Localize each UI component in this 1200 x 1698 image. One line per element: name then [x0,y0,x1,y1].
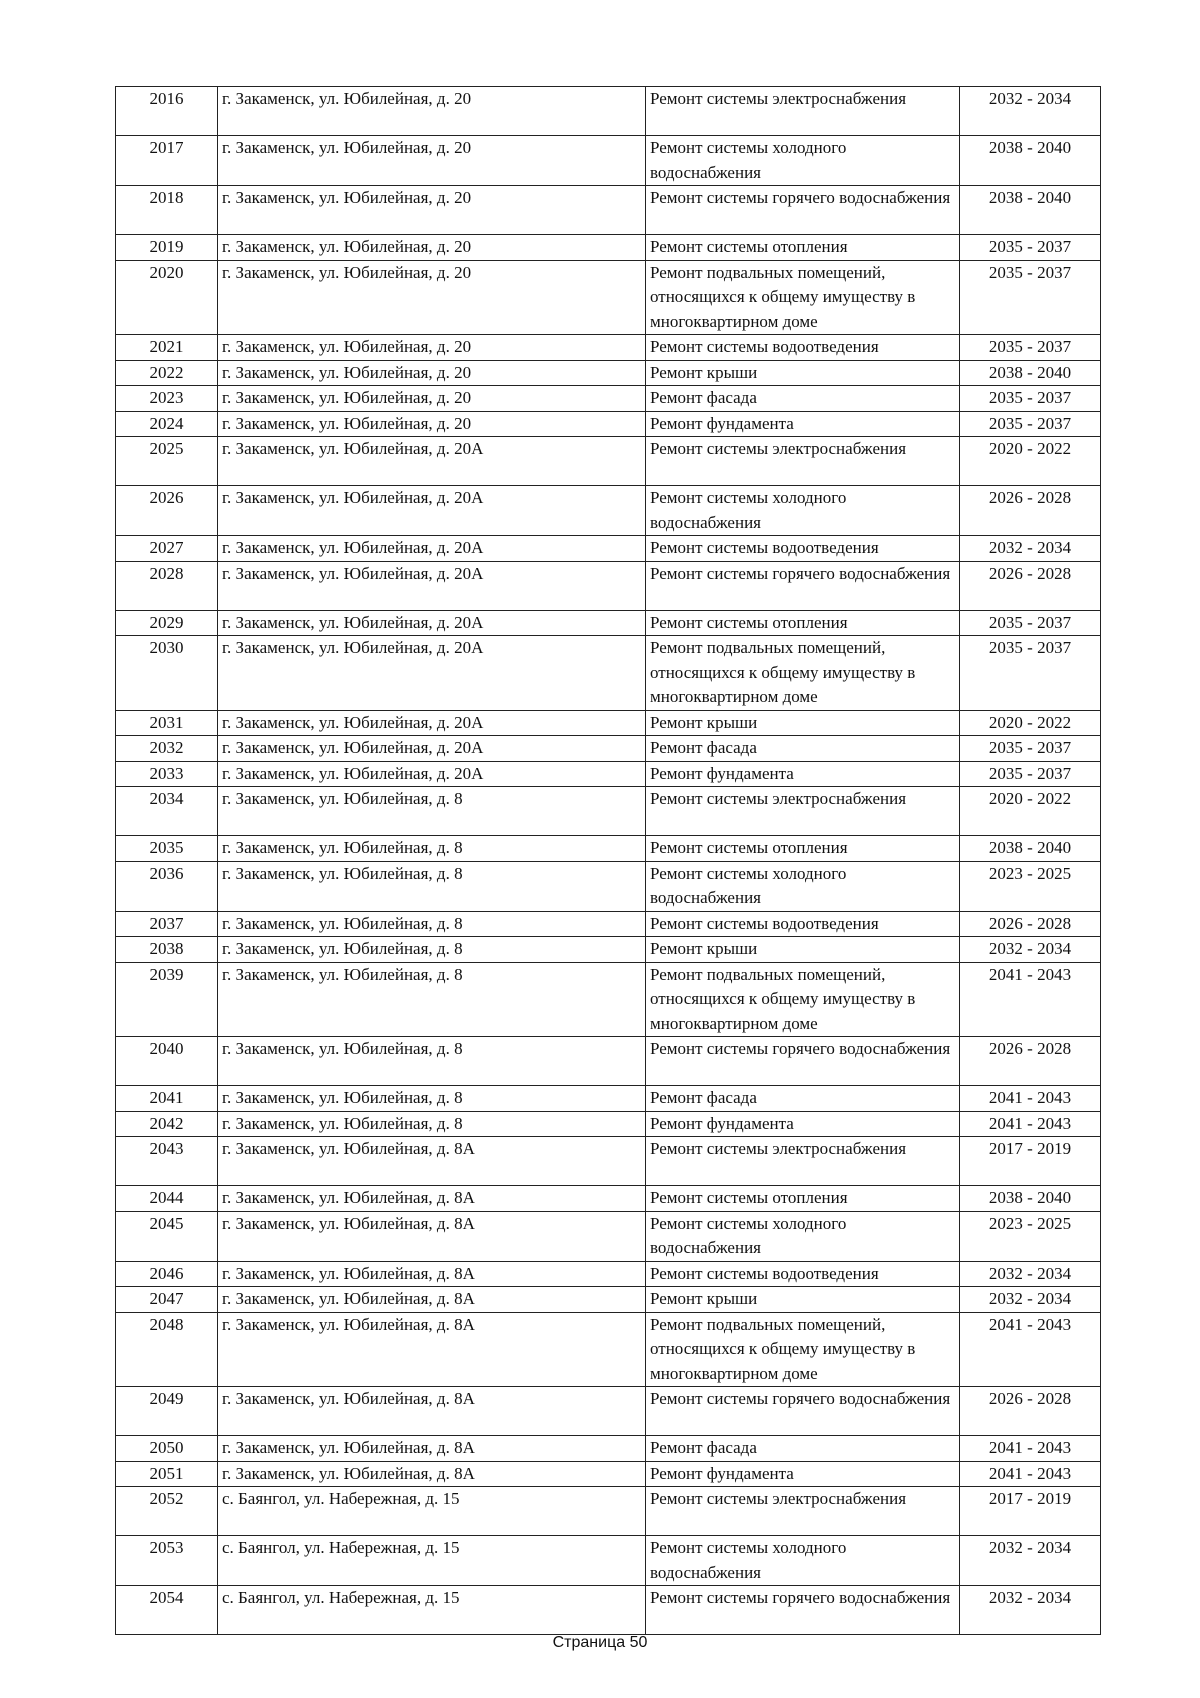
row-number-cell: 2039 [116,962,218,1037]
work-type-cell: Ремонт системы электроснабжения [646,1137,960,1186]
period-cell: 2026 - 2028 [960,1037,1101,1086]
work-type-cell: Ремонт системы водоотведения [646,536,960,562]
table-row [116,1312,1101,1387]
address-cell: г. Закаменск, ул. Юбилейная, д. 20 [218,136,646,186]
work-type-cell: Ремонт системы холодного водоснабжения [646,1211,960,1261]
period-cell: 2035 - 2037 [960,636,1101,711]
period-cell: 2020 - 2022 [960,710,1101,736]
table-row [116,1387,1101,1436]
work-type-cell: Ремонт системы горячего водоснабжения [646,1037,960,1086]
row-number-cell: 2052 [116,1487,218,1536]
period-cell: 2041 - 2043 [960,1111,1101,1137]
period-cell: 2026 - 2028 [960,486,1101,536]
work-type-cell: Ремонт крыши [646,360,960,386]
work-type-cell: Ремонт системы холодного водоснабжения [646,136,960,186]
row-number-cell: 2033 [116,761,218,787]
address-cell: г. Закаменск, ул. Юбилейная, д. 20А [218,610,646,636]
table-row [116,736,1101,762]
address-cell: г. Закаменск, ул. Юбилейная, д. 20 [218,411,646,437]
table-row [116,260,1101,335]
address-cell: г. Закаменск, ул. Юбилейная, д. 8А [218,1186,646,1212]
row-number-cell: 2046 [116,1261,218,1287]
period-cell: 2023 - 2025 [960,861,1101,911]
period-cell: 2041 - 2043 [960,1436,1101,1462]
address-cell: г. Закаменск, ул. Юбилейная, д. 8А [218,1461,646,1487]
work-type-cell: Ремонт фасада [646,386,960,412]
row-number-cell: 2022 [116,360,218,386]
address-cell: г. Закаменск, ул. Юбилейная, д. 8 [218,1037,646,1086]
row-number-cell: 2023 [116,386,218,412]
work-type-cell: Ремонт фасада [646,1086,960,1112]
row-number-cell: 2029 [116,610,218,636]
work-type-cell: Ремонт системы горячего водоснабжения [646,186,960,235]
table-row [116,1211,1101,1261]
table-row [116,836,1101,862]
period-cell: 2038 - 2040 [960,186,1101,235]
address-cell: г. Закаменск, ул. Юбилейная, д. 8 [218,1086,646,1112]
period-cell: 2032 - 2034 [960,1586,1101,1635]
table-row [116,861,1101,911]
address-cell: г. Закаменск, ул. Юбилейная, д. 20А [218,736,646,762]
work-type-cell: Ремонт фасада [646,1436,960,1462]
table-row [116,186,1101,235]
table-row [116,787,1101,836]
row-number-cell: 2051 [116,1461,218,1487]
table-row [116,911,1101,937]
table-row [116,1586,1101,1635]
table-row [116,235,1101,261]
period-cell: 2026 - 2028 [960,1387,1101,1436]
row-number-cell: 2045 [116,1211,218,1261]
address-cell: г. Закаменск, ул. Юбилейная, д. 8А [218,1261,646,1287]
row-number-cell: 2044 [116,1186,218,1212]
work-type-cell: Ремонт системы водоотведения [646,335,960,361]
period-cell: 2041 - 2043 [960,1461,1101,1487]
table-row [116,136,1101,186]
address-cell: г. Закаменск, ул. Юбилейная, д. 20 [218,260,646,335]
work-type-cell: Ремонт подвальных помещений, относящихся к общему имуществу в многоквартирном доме [646,962,960,1037]
work-type-cell: Ремонт системы отопления [646,836,960,862]
row-number-cell: 2035 [116,836,218,862]
period-cell: 2035 - 2037 [960,386,1101,412]
address-cell: г. Закаменск, ул. Юбилейная, д. 8А [218,1387,646,1436]
work-type-cell: Ремонт фундамента [646,1111,960,1137]
row-number-cell: 2036 [116,861,218,911]
work-type-cell: Ремонт фасада [646,736,960,762]
period-cell: 2038 - 2040 [960,836,1101,862]
row-number-cell: 2043 [116,1137,218,1186]
table-row [116,536,1101,562]
work-type-cell: Ремонт крыши [646,1287,960,1313]
period-cell: 2017 - 2019 [960,1137,1101,1186]
address-cell: г. Закаменск, ул. Юбилейная, д. 20А [218,761,646,787]
work-type-cell: Ремонт системы холодного водоснабжения [646,1536,960,1586]
row-number-cell: 2016 [116,87,218,136]
work-type-cell: Ремонт подвальных помещений, относящихся к общему имуществу в многоквартирном доме [646,1312,960,1387]
row-number-cell: 2019 [116,235,218,261]
work-type-cell: Ремонт подвальных помещений, относящихся к общему имуществу в многоквартирном доме [646,636,960,711]
row-number-cell: 2054 [116,1586,218,1635]
table-row [116,1261,1101,1287]
table-row [116,1487,1101,1536]
work-type-cell: Ремонт системы электроснабжения [646,87,960,136]
address-cell: г. Закаменск, ул. Юбилейная, д. 8А [218,1287,646,1313]
table-row [116,937,1101,963]
table-row [116,761,1101,787]
row-number-cell: 2020 [116,260,218,335]
row-number-cell: 2032 [116,736,218,762]
page-number: Страница 50 [552,1634,648,1651]
work-type-cell: Ремонт системы отопления [646,235,960,261]
table-row [116,636,1101,711]
row-number-cell: 2030 [116,636,218,711]
period-cell: 2032 - 2034 [960,87,1101,136]
address-cell: г. Закаменск, ул. Юбилейная, д. 8 [218,962,646,1037]
table-row [116,962,1101,1037]
address-cell: г. Закаменск, ул. Юбилейная, д. 20А [218,486,646,536]
period-cell: 2035 - 2037 [960,761,1101,787]
table-row [116,1536,1101,1586]
row-number-cell: 2053 [116,1536,218,1586]
work-type-cell: Ремонт системы отопления [646,1186,960,1212]
table-row [116,1461,1101,1487]
period-cell: 2035 - 2037 [960,235,1101,261]
period-cell: 2017 - 2019 [960,1487,1101,1536]
address-cell: г. Закаменск, ул. Юбилейная, д. 8 [218,1111,646,1137]
row-number-cell: 2048 [116,1312,218,1387]
row-number-cell: 2037 [116,911,218,937]
table-row [116,411,1101,437]
row-number-cell: 2024 [116,411,218,437]
work-type-cell: Ремонт крыши [646,937,960,963]
address-cell: г. Закаменск, ул. Юбилейная, д. 20А [218,710,646,736]
row-number-cell: 2018 [116,186,218,235]
address-cell: с. Баянгол, ул. Набережная, д. 15 [218,1586,646,1635]
period-cell: 2032 - 2034 [960,1287,1101,1313]
address-cell: г. Закаменск, ул. Юбилейная, д. 20 [218,87,646,136]
row-number-cell: 2025 [116,437,218,486]
period-cell: 2041 - 2043 [960,1312,1101,1387]
table-row [116,1086,1101,1112]
table-row [116,1037,1101,1086]
row-number-cell: 2028 [116,561,218,610]
address-cell: г. Закаменск, ул. Юбилейная, д. 20А [218,536,646,562]
row-number-cell: 2050 [116,1436,218,1462]
table-row [116,87,1101,136]
repair-schedule-table [115,86,1101,1635]
work-type-cell: Ремонт фундамента [646,761,960,787]
period-cell: 2032 - 2034 [960,1261,1101,1287]
period-cell: 2038 - 2040 [960,360,1101,386]
work-type-cell: Ремонт системы горячего водоснабжения [646,1387,960,1436]
address-cell: г. Закаменск, ул. Юбилейная, д. 8 [218,861,646,911]
row-number-cell: 2026 [116,486,218,536]
table-row [116,335,1101,361]
address-cell: г. Закаменск, ул. Юбилейная, д. 8 [218,911,646,937]
address-cell: г. Закаменск, ул. Юбилейная, д. 20 [218,360,646,386]
address-cell: г. Закаменск, ул. Юбилейная, д. 8 [218,937,646,963]
period-cell: 2035 - 2037 [960,736,1101,762]
address-cell: г. Закаменск, ул. Юбилейная, д. 8А [218,1436,646,1462]
table-row [116,437,1101,486]
period-cell: 2041 - 2043 [960,1086,1101,1112]
row-number-cell: 2017 [116,136,218,186]
work-type-cell: Ремонт фундамента [646,1461,960,1487]
table-row [116,486,1101,536]
period-cell: 2038 - 2040 [960,1186,1101,1212]
period-cell: 2041 - 2043 [960,962,1101,1037]
row-number-cell: 2047 [116,1287,218,1313]
period-cell: 2020 - 2022 [960,437,1101,486]
table-row [116,360,1101,386]
table-row [116,1186,1101,1212]
period-cell: 2035 - 2037 [960,610,1101,636]
period-cell: 2035 - 2037 [960,411,1101,437]
period-cell: 2020 - 2022 [960,787,1101,836]
row-number-cell: 2042 [116,1111,218,1137]
period-cell: 2038 - 2040 [960,136,1101,186]
work-type-cell: Ремонт системы водоотведения [646,1261,960,1287]
address-cell: с. Баянгол, ул. Набережная, д. 15 [218,1487,646,1536]
address-cell: с. Баянгол, ул. Набережная, д. 15 [218,1536,646,1586]
address-cell: г. Закаменск, ул. Юбилейная, д. 20А [218,636,646,711]
address-cell: г. Закаменск, ул. Юбилейная, д. 20А [218,561,646,610]
address-cell: г. Закаменск, ул. Юбилейная, д. 20 [218,186,646,235]
work-type-cell: Ремонт системы отопления [646,610,960,636]
period-cell: 2032 - 2034 [960,536,1101,562]
address-cell: г. Закаменск, ул. Юбилейная, д. 8А [218,1137,646,1186]
address-cell: г. Закаменск, ул. Юбилейная, д. 8А [218,1211,646,1261]
address-cell: г. Закаменск, ул. Юбилейная, д. 20А [218,437,646,486]
address-cell: г. Закаменск, ул. Юбилейная, д. 8 [218,787,646,836]
address-cell: г. Закаменск, ул. Юбилейная, д. 8А [218,1312,646,1387]
table-row [116,1287,1101,1313]
table-row [116,1111,1101,1137]
row-number-cell: 2031 [116,710,218,736]
row-number-cell: 2049 [116,1387,218,1436]
period-cell: 2032 - 2034 [960,937,1101,963]
table-row [116,1436,1101,1462]
period-cell: 2023 - 2025 [960,1211,1101,1261]
table-row [116,710,1101,736]
work-type-cell: Ремонт крыши [646,710,960,736]
address-cell: г. Закаменск, ул. Юбилейная, д. 20 [218,335,646,361]
row-number-cell: 2040 [116,1037,218,1086]
work-type-cell: Ремонт системы электроснабжения [646,437,960,486]
table-row [116,386,1101,412]
table-row [116,610,1101,636]
table-row [116,561,1101,610]
period-cell: 2032 - 2034 [960,1536,1101,1586]
address-cell: г. Закаменск, ул. Юбилейная, д. 8 [218,836,646,862]
row-number-cell: 2021 [116,335,218,361]
period-cell: 2026 - 2028 [960,561,1101,610]
work-type-cell: Ремонт системы электроснабжения [646,1487,960,1536]
address-cell: г. Закаменск, ул. Юбилейная, д. 20 [218,235,646,261]
period-cell: 2035 - 2037 [960,335,1101,361]
row-number-cell: 2038 [116,937,218,963]
row-number-cell: 2034 [116,787,218,836]
work-type-cell: Ремонт подвальных помещений, относящихся к общему имуществу в многоквартирном доме [646,260,960,335]
work-type-cell: Ремонт системы горячего водоснабжения [646,1586,960,1635]
row-number-cell: 2041 [116,1086,218,1112]
work-type-cell: Ремонт системы электроснабжения [646,787,960,836]
work-type-cell: Ремонт системы холодного водоснабжения [646,486,960,536]
address-cell: г. Закаменск, ул. Юбилейная, д. 20 [218,386,646,412]
table-row [116,1137,1101,1186]
work-type-cell: Ремонт фундамента [646,411,960,437]
work-type-cell: Ремонт системы водоотведения [646,911,960,937]
table-body [116,87,1101,1635]
period-cell: 2026 - 2028 [960,911,1101,937]
work-type-cell: Ремонт системы холодного водоснабжения [646,861,960,911]
row-number-cell: 2027 [116,536,218,562]
period-cell: 2035 - 2037 [960,260,1101,335]
work-type-cell: Ремонт системы горячего водоснабжения [646,561,960,610]
